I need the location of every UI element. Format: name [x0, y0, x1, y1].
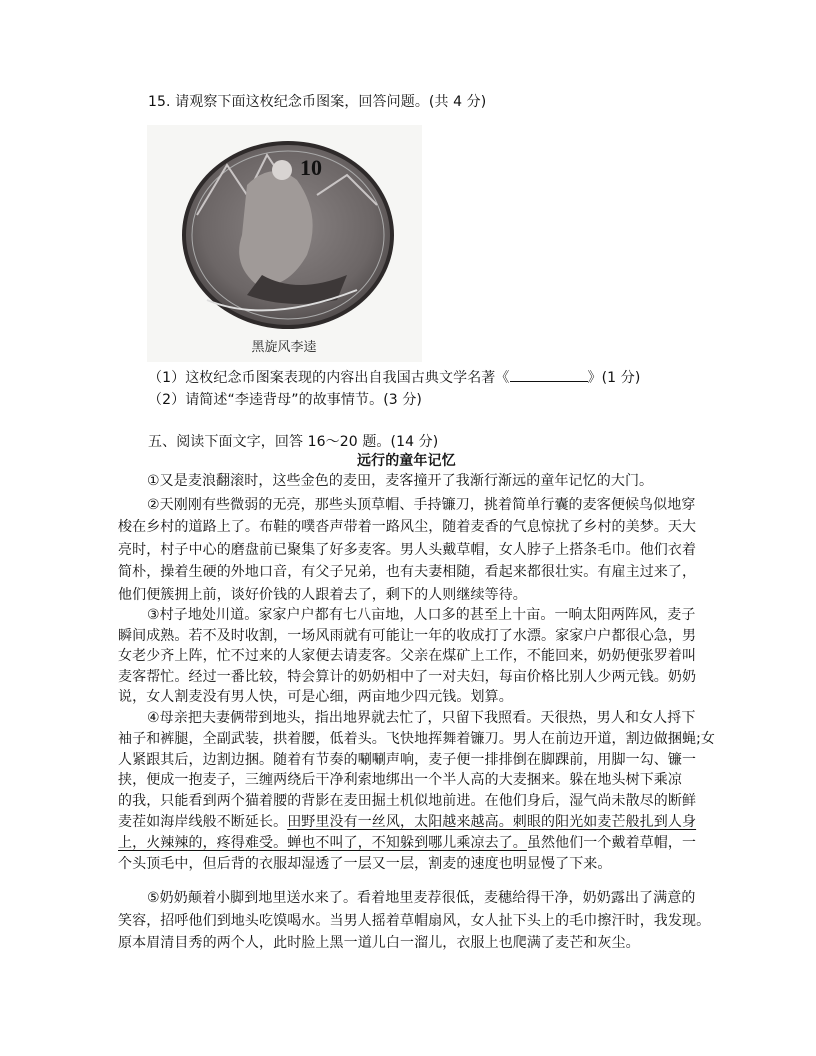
passage-line: 简朴，操着生硬的外地口音，有父子兄弟，也有夫妻相随，看起来都很壮实。有雇主过来了，	[118, 564, 697, 581]
passage-line: 麦客帮忙。经过一番比较，特会算计的奶奶相中了一对夫妇，每亩价格比别人少两元钱。奶奶	[118, 668, 697, 685]
question-15-prompt: 15. 请观察下面这枚纪念币图案，回答问题。(共 4 分)	[148, 94, 487, 110]
passage-line: 挟，便成一抱麦子，三缠两绕后干净利索地绑出一个半人高的大麦捆来。躲在地头树下乘凉	[118, 772, 682, 789]
coin-illustration	[147, 125, 422, 362]
sub1-text: （1）这枚纪念币图案表现的内容出自我国古典文学名著《	[148, 370, 510, 386]
passage-line	[118, 813, 696, 831]
passage-line: 他们便簇拥上前，谈好价钱的人跟着去了，剩下的人则继续等待。	[118, 586, 527, 603]
passage-line: ②天刚刚有些微弱的无亮，那些头顶草帽、手持镰刀，挑着简单行囊的麦客便候鸟似地穿	[147, 497, 696, 513]
passage-line: 梭在乡村的道路上了。布鞋的噗沓声带着一路风尘，随着麦香的气息惊扰了乡村的美梦。天大	[118, 519, 697, 536]
passage-text: 麦茬如海岸线般不断延长。	[118, 814, 288, 830]
passage-line: 的我，只能看到两个猫着腰的背影在麦田掘土机似地前进。在他们身后，湿气尚未散尽的断鲜	[118, 793, 697, 810]
question-15-sub1	[148, 369, 640, 387]
commemorative-coin-image	[147, 125, 422, 362]
passage-line: 女老少齐上阵，忙不过来的人家便去请麦客。父亲在煤矿上工作，不能回来，奶奶便张罗着叫	[118, 648, 697, 665]
passage-line: 说，女人割麦没有男人快，可是心细，两亩地少四元钱。划算。	[118, 689, 513, 706]
passage-line: 个头顶毛中，但后背的衣服却湿透了一层又一层，割麦的速度也明显慢了下来。	[118, 855, 612, 872]
passage-title: 远行的童年记忆	[357, 453, 456, 469]
passage-line: 笑容，招呼他们到地头吃馍喝水。当男人摇着草帽扇风，女人扯下头上的毛巾擦汗时，我发现。	[118, 912, 711, 929]
answer-blank[interactable]	[510, 369, 588, 382]
coin-caption: 黑旋风李逵	[251, 340, 317, 355]
passage-line: ①又是麦浪翻滚时，这些金色的麦田，麦客撞开了我渐行渐远的童年记忆的大门。	[147, 473, 654, 489]
passage-line	[118, 834, 696, 852]
passage-text: 虽然他们一个戴着草帽，一	[526, 834, 697, 851]
passage-line: ④母亲把夫妻俩带到地头，指出地界就去忙了，只留下我照看。天很热，男人和女人捋下	[147, 710, 696, 726]
underlined-text: 田野里没有一丝风，太阳越来越高。刺眼的阳光如麦芒般扎到人身	[287, 814, 697, 830]
passage-line: 亮时，村子中心的磨盘前已聚集了好多麦客。男人头戴草帽，女人脖子上搭条毛巾。他们衣着	[118, 541, 697, 558]
passage-line: 瞬间成熟。若不及时收割，一场风雨就有可能让一年的收成打了水漂。家家户户都很心急，男	[118, 627, 697, 644]
coin-denomination: 10	[300, 155, 322, 180]
passage-line: 人紧跟其后，边割边捆。随着有节奏的唰唰声响，麦子便一排排倒在脚踝前，用脚一勾、镰一	[118, 751, 697, 768]
question-15-sub2: （2）请简述“李逵背母”的故事情节。(3 分)	[148, 392, 422, 408]
sub1-score: 》(1 分)	[587, 370, 641, 386]
underlined-text: 上，火辣辣的，疼得难受。蝉也不叫了，不知躲到哪儿乘凉去了。	[118, 834, 527, 851]
passage-line: ⑤奶奶颠着小脚到地里送水来了。看着地里麦荐很低，麦穗给得干净，奶奶露出了满意的	[147, 890, 696, 906]
passage-line: ③村子地处川道。家家户户都有七八亩地，人口多的甚至上十亩。一晌太阳两阵风，麦子	[147, 607, 696, 623]
passage-line: 袖子和裤腿，全副武装，拱着腰，低着头。飞快地挥舞着镰刀。男人在前边开道，割边做捆蝇;女	[118, 730, 716, 747]
passage-line: 原本眉清目秀的两个人，此时脸上黑一道儿白一溜儿，衣服上也爬满了麦芒和灰尘。	[118, 935, 640, 951]
section-5-heading: 五、阅读下面文字，回答 16～20 题。(14 分)	[148, 434, 439, 450]
